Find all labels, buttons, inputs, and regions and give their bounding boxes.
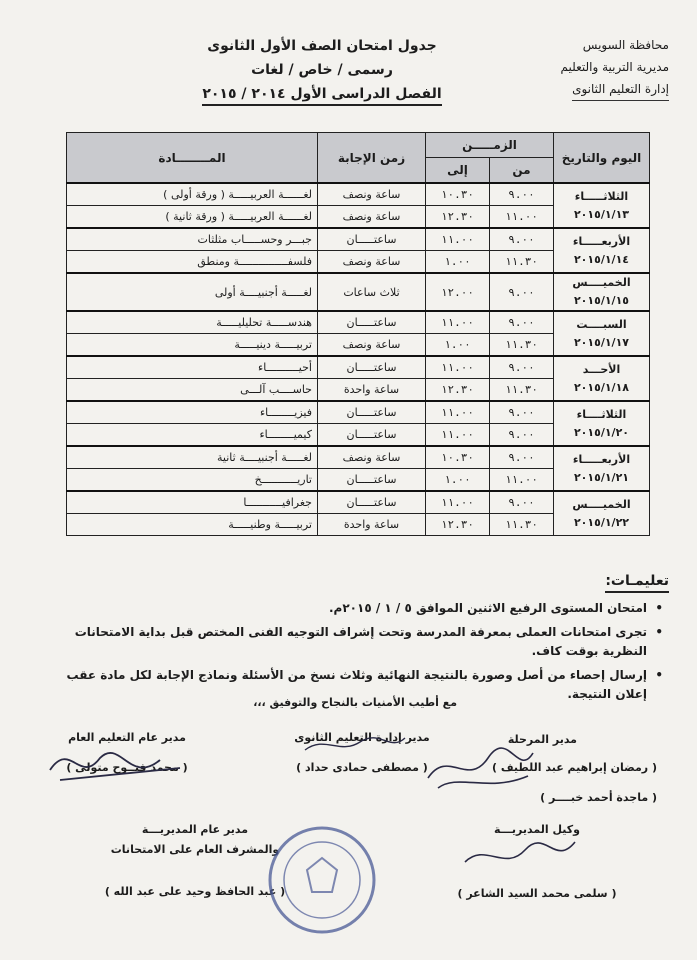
day-name: الأربعـــــاء [572, 452, 631, 466]
general-director-name: ( محمد فتــوح متولى ) [66, 761, 188, 774]
start-time-cell: ١١.٣٠ [490, 251, 554, 274]
exam-date: ٢٠١٥/١/٢٠ [573, 425, 630, 439]
stage-director-signature [457, 730, 657, 808]
day-name: الخميــــس [572, 497, 631, 511]
instructions-list [49, 599, 669, 704]
day-name: الخميــــس [572, 276, 631, 289]
end-time-cell: ١.٠٠ [425, 469, 489, 492]
instructions [49, 572, 669, 709]
day-date-cell [554, 356, 650, 401]
start-time-cell: ٩.٠٠ [490, 491, 554, 514]
start-time-cell: ١١.٣٠ [490, 514, 554, 536]
start-time-cell: ٩.٠٠ [490, 183, 554, 206]
table-row [67, 356, 650, 379]
start-time-cell: ٩.٠٠ [490, 273, 554, 311]
end-time-cell: ١٢.٣٠ [425, 206, 489, 229]
official-seal-stamp [262, 820, 382, 940]
duration-cell: ساعة واحدة [317, 379, 425, 402]
deputy-name: ( سلمى محمد السيد الشاعر ) [457, 887, 617, 900]
end-time-cell: ١٢.٠٠ [425, 273, 489, 311]
header-to: إلى [425, 158, 489, 184]
duration-cell: ساعة ونصف [317, 446, 425, 469]
start-time-cell: ٩.٠٠ [490, 228, 554, 251]
end-time-cell: ١١.٠٠ [425, 228, 489, 251]
subject-cell: حاســــب آلـــى [67, 379, 318, 402]
table-row [67, 183, 650, 206]
table-row [67, 228, 650, 251]
end-time-cell: ١١.٠٠ [425, 311, 489, 334]
secondary-director-signature [277, 728, 447, 778]
governorate: محافظة السويس [582, 38, 669, 52]
duration-cell: ساعة ونصف [317, 183, 425, 206]
subject-cell: لغــــــة العربيـــــة ( ورقة أولى ) [67, 183, 318, 206]
director-general-name: ( عبد الحافظ وحيد على عبد الله ) [104, 885, 286, 898]
day-date-cell [554, 491, 650, 536]
header-time: الزمـــــن [425, 133, 553, 158]
day-name: السبــــت [576, 317, 627, 331]
secondary-director-name: ( مصطفى حمادى حداد ) [296, 761, 428, 774]
subject-cell: هندســـــة تحليليـــــة [67, 311, 318, 334]
deputy-title: وكيل المديريـــة [493, 823, 581, 836]
issuer-block [519, 34, 669, 101]
duration-cell: ساعتـــــان [317, 401, 425, 424]
exam-table [66, 132, 650, 536]
table-row [67, 401, 650, 424]
end-time-cell: ١١.٠٠ [425, 356, 489, 379]
exam-date: ٢٠١٥/١/٢٢ [573, 515, 630, 529]
start-time-cell: ٩.٠٠ [490, 401, 554, 424]
document-title-block [182, 34, 462, 106]
end-time-cell: ١١.٠٠ [425, 491, 489, 514]
subject-cell: تربيـــــة دينيـــــة [67, 334, 318, 357]
exam-date: ٢٠١٥/١/٢١ [573, 470, 630, 484]
exam-date: ٢٠١٥/١/١٧ [573, 335, 630, 349]
header-duration: زمن الإجابة [317, 133, 425, 184]
instruction-item: • تجرى امتحانات العملى بمعرفة المدرسة وتحت إشراف التوجيه الفنى المختص قبل بداية الامتحانات النظرية بوقت كاف. [49, 623, 647, 661]
exam-date: ٢٠١٥/١/١٥ [573, 294, 630, 307]
duration-cell: ساعتـــــان [317, 228, 425, 251]
start-time-cell: ٩.٠٠ [490, 424, 554, 447]
duration-cell: ساعة ونصف [317, 251, 425, 274]
exam-date: ٢٠١٥/١/١٤ [573, 252, 630, 266]
header-from: من [490, 158, 554, 184]
day-date-cell [554, 446, 650, 491]
day-name: الثلاثــــاء [576, 407, 627, 421]
duration-cell: ساعتـــــان [317, 491, 425, 514]
subject-cell: لغـــــة أجنبيــــة ثانية [67, 446, 318, 469]
day-date-cell [554, 183, 650, 228]
subject-cell: لغــــــة العربيـــــة ( ورقة ثانية ) [67, 206, 318, 229]
subject-cell: تاريـــــــــــخ [67, 469, 318, 492]
end-time-cell: ١٠.٣٠ [425, 446, 489, 469]
general-director-signature [32, 728, 222, 778]
secondary-director-title: مدير إدارة التعليم الثانوى [294, 731, 430, 744]
duration-cell: ساعة ونصف [317, 206, 425, 229]
start-time-cell: ٩.٠٠ [490, 446, 554, 469]
duration-cell: ساعتـــــان [317, 356, 425, 379]
start-time-cell: ١١.٣٠ [490, 334, 554, 357]
exam-table-body [67, 183, 650, 536]
duration-cell: ساعتـــــان [317, 424, 425, 447]
end-time-cell: ١١.٠٠ [425, 424, 489, 447]
end-time-cell: ١١.٠٠ [425, 401, 489, 424]
end-time-cell: ١٠.٣٠ [425, 183, 489, 206]
director-general-title-2: والمشرف العام على الامتحانات [110, 843, 280, 856]
start-time-cell: ٩.٠٠ [490, 356, 554, 379]
title-line-2: رسمى / خاص / لغات [251, 62, 393, 78]
deputy-signature [437, 820, 637, 904]
instruction-item: • امتحان المستوى الرفيع الاثنين الموافق ٥ / ١ / ٢٠١٥م. [49, 599, 647, 618]
header-day-date: اليوم والتاريخ [554, 133, 650, 184]
day-name: الثلاثـــــاء [574, 189, 629, 203]
subject-cell: أحيــــــــــاء [67, 356, 318, 379]
duration-cell: ساعتـــــان [317, 469, 425, 492]
subject-cell: فيزيــــــــاء [67, 401, 318, 424]
director-general-title: مدير عام المديريـــة [141, 823, 249, 836]
general-director-title: مدير عام التعليم العام [68, 731, 186, 744]
day-name: الأربعـــــاء [572, 234, 631, 248]
subject-cell: جغرافيـــــــــــا [67, 491, 318, 514]
stage-director-title: مدير المرحلة [507, 733, 577, 746]
start-time-cell: ١١.٣٠ [490, 379, 554, 402]
duration-cell: ساعة ونصف [317, 334, 425, 357]
duration-cell: ساعتـــــان [317, 311, 425, 334]
day-date-cell [554, 228, 650, 273]
end-time-cell: ١٢.٣٠ [425, 514, 489, 536]
subject-cell: جبـــر وحســـــاب مثلثات [67, 228, 318, 251]
subject-cell: تربيـــــة وطنيـــــة [67, 514, 318, 536]
title-line-1: جدول امتحان الصف الأول الثانوى [207, 38, 437, 54]
instructions-title: تعليمـات: [605, 572, 669, 593]
duration-cell: ساعة واحدة [317, 514, 425, 536]
start-time-cell: ١١.٠٠ [490, 206, 554, 229]
header-subject: المــــــــادة [67, 133, 318, 184]
table-row [67, 273, 650, 311]
start-time-cell: ١١.٠٠ [490, 469, 554, 492]
title-line-3: الفصل الدراسى الأول ٢٠١٤ / ٢٠١٥ [182, 82, 462, 106]
exam-date: ٢٠١٥/١/١٨ [573, 380, 630, 394]
subject-cell: لغـــــة أجنبيــــة أولى [67, 273, 318, 311]
start-time-cell: ٩.٠٠ [490, 311, 554, 334]
stage-director-name-1: ( رمضان إبراهيم عبد اللطيف ) [491, 761, 657, 774]
end-time-cell: ١٢.٣٠ [425, 379, 489, 402]
end-time-cell: ١.٠٠ [425, 334, 489, 357]
directorate: مديرية التربية والتعليم [560, 60, 669, 74]
table-row [67, 311, 650, 334]
day-name: الأحـــد [582, 362, 621, 376]
subject-cell: كيميــــــــاء [67, 424, 318, 447]
table-row [67, 446, 650, 469]
duration-cell: ثلاث ساعات [317, 273, 425, 311]
day-date-cell [554, 273, 650, 311]
stage-director-name-2: ( ماجدة أحمد خبــــر ) [540, 791, 657, 804]
day-date-cell [554, 311, 650, 356]
end-time-cell: ١.٠٠ [425, 251, 489, 274]
exam-date: ٢٠١٥/١/١٣ [573, 207, 630, 221]
table-row [67, 491, 650, 514]
administration: إدارة التعليم الثانوى [572, 78, 669, 101]
day-date-cell [554, 401, 650, 446]
wishes-line: مع أطيب الأمنيات بالنجاح والتوفيق ،،، [253, 696, 457, 709]
subject-cell: فلسفـــــــــــــــة ومنطق [67, 251, 318, 274]
instruction-item: • إرسال إحصاء من أصل وصورة بالنتيجة النهائية وثلاث نسخ من الأسئلة ونماذج الإجابة لكل مادة عقب إعلان النتيجة. [49, 666, 647, 704]
